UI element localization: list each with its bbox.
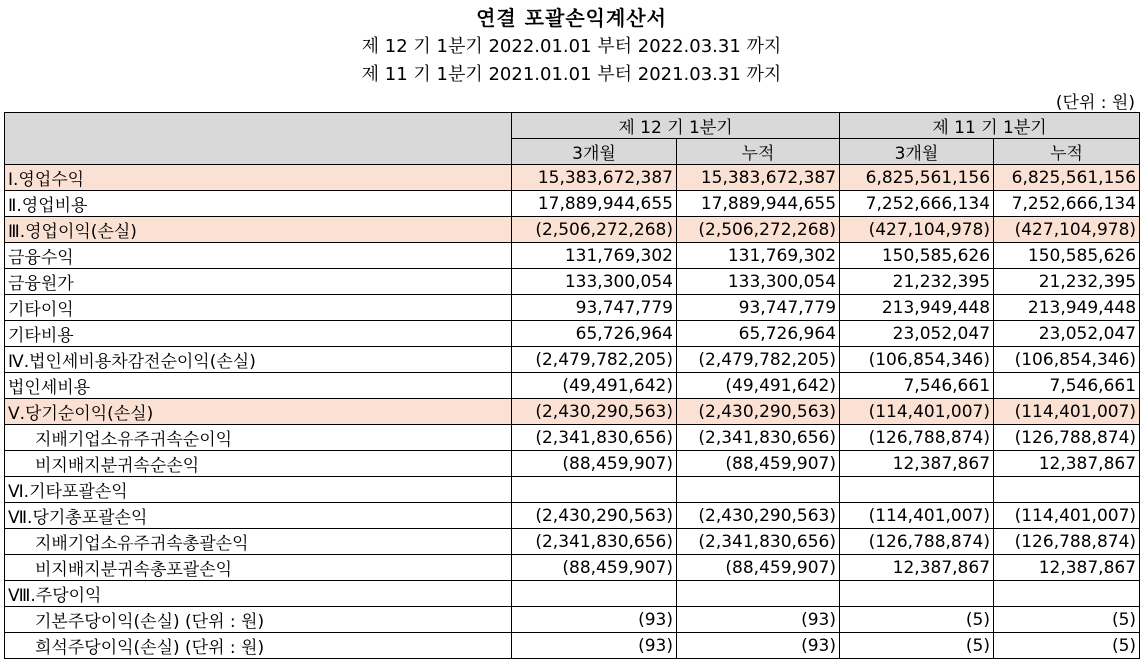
- value-cell: 23,052,047: [840, 321, 994, 347]
- value-cell: 12,387,867: [994, 451, 1140, 477]
- value-cell: (93): [512, 607, 677, 633]
- row-label: 비지배지분귀속총포괄손익: [5, 555, 512, 581]
- table-row: [5, 607, 1140, 633]
- value-cell: 131,769,302: [677, 243, 840, 269]
- table-row: [5, 425, 1140, 451]
- value-cell: (88,459,907): [677, 555, 840, 581]
- value-cell: (2,506,272,268): [512, 217, 677, 243]
- value-cell: (93): [512, 633, 677, 659]
- value-cell: 7,252,666,134: [840, 191, 994, 217]
- value-cell: (49,491,642): [512, 373, 677, 399]
- table-row: [5, 295, 1140, 321]
- table-row: [5, 321, 1140, 347]
- table-row: [5, 243, 1140, 269]
- value-cell: (2,341,830,656): [677, 425, 840, 451]
- value-cell: 131,769,302: [512, 243, 677, 269]
- table-row: [5, 165, 1140, 191]
- value-cell: [677, 477, 840, 503]
- value-cell: 93,747,779: [677, 295, 840, 321]
- value-cell: 6,825,561,156: [840, 165, 994, 191]
- value-cell: 12,387,867: [840, 451, 994, 477]
- value-cell: [994, 477, 1140, 503]
- value-cell: 15,383,672,387: [677, 165, 840, 191]
- value-cell: 21,232,395: [840, 269, 994, 295]
- table-row: [5, 555, 1140, 581]
- value-cell: 213,949,448: [994, 295, 1140, 321]
- income-statement-table: [4, 112, 1140, 659]
- current-period-range: 제 12 기 1분기 2022.01.01 부터 2022.03.31 까지: [361, 36, 782, 57]
- value-cell: [840, 477, 994, 503]
- value-cell: 17,889,944,655: [512, 191, 677, 217]
- value-cell: 133,300,054: [512, 269, 677, 295]
- value-cell: 65,726,964: [677, 321, 840, 347]
- value-cell: (5): [840, 633, 994, 659]
- table-row: [5, 217, 1140, 243]
- value-cell: (114,401,007): [994, 503, 1140, 529]
- value-cell: (88,459,907): [677, 451, 840, 477]
- value-cell: 21,232,395: [994, 269, 1140, 295]
- value-cell: (5): [994, 607, 1140, 633]
- row-label: 기타이익: [5, 295, 512, 321]
- row-label: Ⅱ.영업비용: [5, 191, 512, 217]
- value-cell: (93): [677, 633, 840, 659]
- table-row: [5, 477, 1140, 503]
- value-cell: (427,104,978): [840, 217, 994, 243]
- value-cell: [840, 581, 994, 607]
- table-row: [5, 503, 1140, 529]
- table-row: [5, 373, 1140, 399]
- header-blank-cell: [5, 113, 512, 165]
- value-cell: 93,747,779: [512, 295, 677, 321]
- value-cell: (5): [994, 633, 1140, 659]
- row-label: 지배기업소유주귀속총괄손익: [5, 529, 512, 555]
- value-cell: 150,585,626: [994, 243, 1140, 269]
- value-cell: (427,104,978): [994, 217, 1140, 243]
- value-cell: (93): [677, 607, 840, 633]
- header-col-3months-prior: 3개월: [840, 139, 994, 165]
- value-cell: 23,052,047: [994, 321, 1140, 347]
- value-cell: (2,430,290,563): [677, 399, 840, 425]
- header-col-cumulative-current: 누적: [677, 139, 840, 165]
- value-cell: (2,341,830,656): [677, 529, 840, 555]
- value-cell: (114,401,007): [994, 399, 1140, 425]
- value-cell: (2,430,290,563): [512, 399, 677, 425]
- value-cell: 17,889,944,655: [677, 191, 840, 217]
- value-cell: 7,546,661: [840, 373, 994, 399]
- value-cell: 6,825,561,156: [994, 165, 1140, 191]
- table-row: [5, 581, 1140, 607]
- value-cell: 12,387,867: [994, 555, 1140, 581]
- value-cell: (114,401,007): [840, 503, 994, 529]
- value-cell: 65,726,964: [512, 321, 677, 347]
- value-cell: (2,341,830,656): [512, 425, 677, 451]
- value-cell: 133,300,054: [677, 269, 840, 295]
- value-cell: (2,430,290,563): [512, 503, 677, 529]
- value-cell: (49,491,642): [677, 373, 840, 399]
- table-row: [5, 399, 1140, 425]
- header-current-period: 제 12 기 1분기: [512, 113, 840, 139]
- header-col-3months-current: 3개월: [512, 139, 677, 165]
- value-cell: (5): [840, 607, 994, 633]
- value-cell: [512, 477, 677, 503]
- value-cell: (126,788,874): [840, 425, 994, 451]
- value-cell: (106,854,346): [994, 347, 1140, 373]
- value-cell: 15,383,672,387: [512, 165, 677, 191]
- value-cell: [994, 581, 1140, 607]
- row-label: 기타비용: [5, 321, 512, 347]
- row-label: 희석주당이익(손실) (단위 : 원): [5, 633, 512, 659]
- row-label: Ⅶ.당기총포괄손익: [5, 503, 512, 529]
- row-label: Ⅵ.기타포괄손익: [5, 477, 512, 503]
- value-cell: (106,854,346): [840, 347, 994, 373]
- table-row: [5, 269, 1140, 295]
- table-row: [5, 191, 1140, 217]
- table-row: [5, 529, 1140, 555]
- value-cell: 150,585,626: [840, 243, 994, 269]
- table-row: [5, 633, 1140, 659]
- value-cell: 7,252,666,134: [994, 191, 1140, 217]
- row-label: 비지배지분귀속순손익: [5, 451, 512, 477]
- prior-period-range: 제 11 기 1분기 2021.01.01 부터 2021.03.31 까지: [361, 64, 782, 85]
- row-label: 금융원가: [5, 269, 512, 295]
- value-cell: (88,459,907): [512, 555, 677, 581]
- statement-title: 연결 포괄손익계산서: [476, 6, 667, 30]
- row-label: Ⅷ.주당이익: [5, 581, 512, 607]
- value-cell: (2,341,830,656): [512, 529, 677, 555]
- row-label: Ⅳ.법인세비용차감전순이익(손실): [5, 347, 512, 373]
- value-cell: (126,788,874): [994, 529, 1140, 555]
- value-cell: (114,401,007): [840, 399, 994, 425]
- table-row: [5, 347, 1140, 373]
- value-cell: (2,506,272,268): [677, 217, 840, 243]
- header-prior-period: 제 11 기 1분기: [840, 113, 1140, 139]
- row-label: Ⅰ.영업수익: [5, 165, 512, 191]
- value-cell: (126,788,874): [840, 529, 994, 555]
- table-row: [5, 451, 1140, 477]
- value-cell: 7,546,661: [994, 373, 1140, 399]
- value-cell: (2,479,782,205): [512, 347, 677, 373]
- value-cell: (88,459,907): [512, 451, 677, 477]
- value-cell: (2,430,290,563): [677, 503, 840, 529]
- row-label: 법인세비용: [5, 373, 512, 399]
- row-label: 기본주당이익(손실) (단위 : 원): [5, 607, 512, 633]
- row-label: Ⅴ.당기순이익(손실): [5, 399, 512, 425]
- value-cell: 12,387,867: [840, 555, 994, 581]
- value-cell: [677, 581, 840, 607]
- row-label: 금융수익: [5, 243, 512, 269]
- row-label: 지배기업소유주귀속순이익: [5, 425, 512, 451]
- row-label: Ⅲ.영업이익(손실): [5, 217, 512, 243]
- value-cell: 213,949,448: [840, 295, 994, 321]
- header-col-cumulative-prior: 누적: [994, 139, 1140, 165]
- value-cell: [512, 581, 677, 607]
- unit-label: (단위 : 원): [1055, 93, 1135, 113]
- value-cell: (126,788,874): [994, 425, 1140, 451]
- value-cell: (2,479,782,205): [677, 347, 840, 373]
